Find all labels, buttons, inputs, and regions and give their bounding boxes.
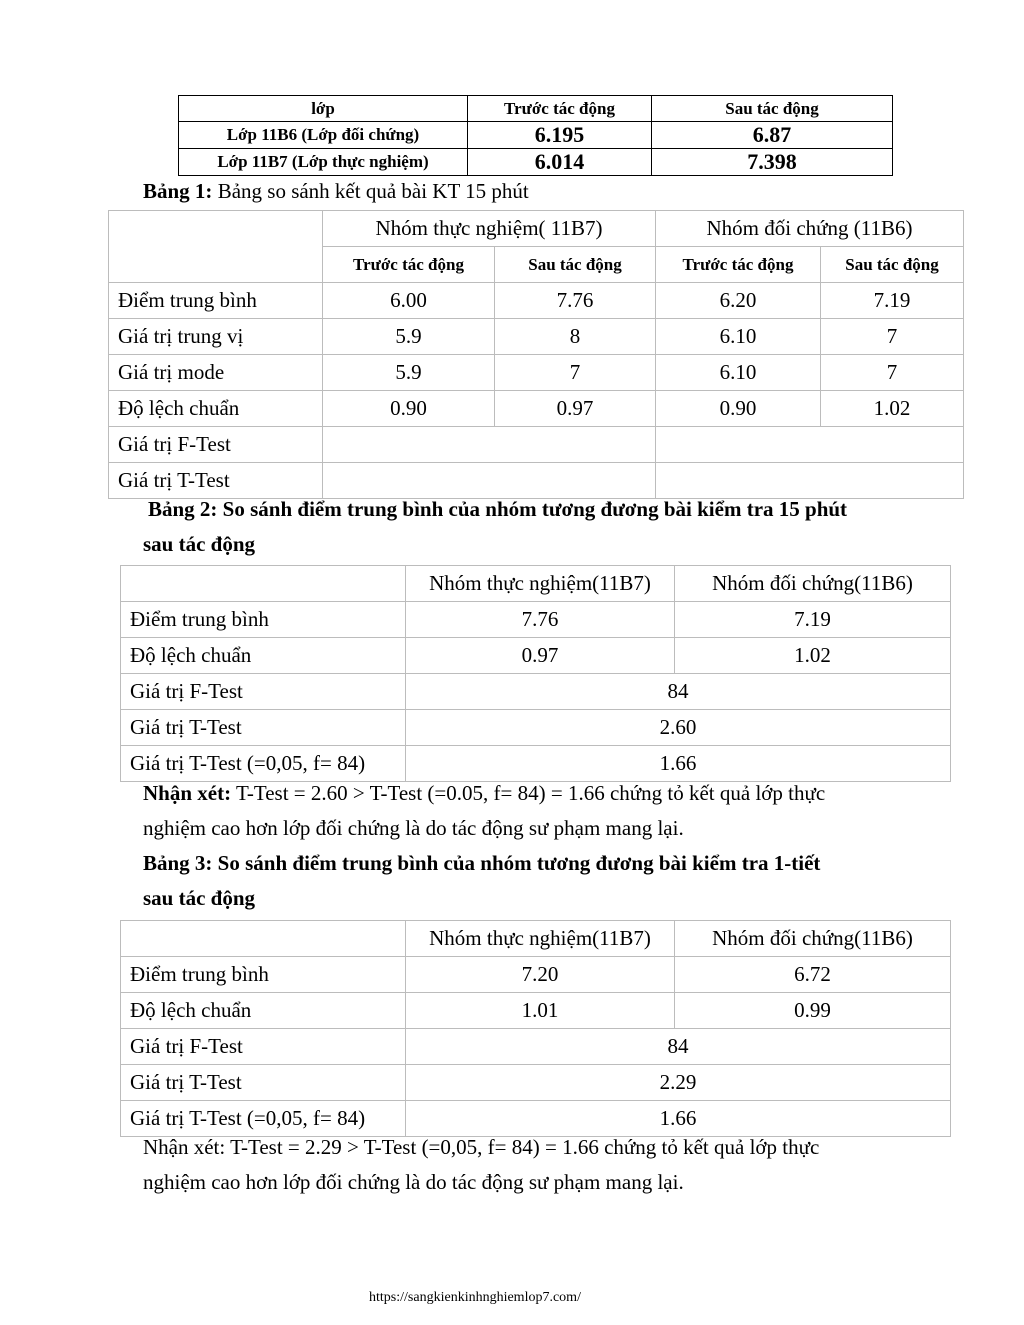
table-header-row: [121, 921, 951, 957]
table-cell-empty: [656, 427, 964, 463]
table-row: [121, 957, 951, 993]
table-row: [109, 319, 964, 355]
table-cell: 1.66: [406, 1101, 951, 1137]
remark-1-line-2: nghiệm cao hơn lớp đối chứng là do tác động sư phạm mang lại.: [143, 816, 684, 840]
remark-2-line-2: nghiệm cao hơn lớp đối chứng là do tác động sư phạm mang lại.: [143, 1170, 684, 1194]
table-cell: 7.20: [406, 957, 675, 993]
footer-url[interactable]: https://sangkienkinhnghiemlop7.com/: [369, 1290, 581, 1305]
table-cell: 2.60: [406, 710, 951, 746]
table-cell: 5.9: [323, 355, 495, 391]
row-label: Giá trị mode: [109, 355, 323, 391]
table-cell: 8: [495, 319, 656, 355]
row-label: Giá trị F-Test: [121, 674, 406, 710]
row-label: Độ lệch chuẩn: [121, 993, 406, 1029]
caption-2-line-2: sau tác động: [143, 532, 256, 556]
row-label: Giá trị trung vị: [109, 319, 323, 355]
row-label: Độ lệch chuẩn: [109, 391, 323, 427]
header-cell: lớp: [179, 96, 468, 122]
table-cell: 0.99: [675, 993, 951, 1029]
table-cell: 2.29: [406, 1065, 951, 1101]
table-cell: 84: [406, 674, 951, 710]
table-row: [109, 283, 964, 319]
table-cell: 1.66: [406, 746, 951, 782]
table-cell: 5.9: [323, 319, 495, 355]
row-label: Điểm trung bình: [121, 957, 406, 993]
caption-1-text: Bảng so sánh kết quả bài KT 15 phút: [212, 179, 529, 203]
table-2: [108, 210, 964, 499]
subheader-cell: Trước tác động: [323, 247, 495, 283]
row-label: Giá trị F-Test: [109, 427, 323, 463]
table-4: [120, 920, 951, 1137]
table-cell: 7: [821, 319, 964, 355]
table-cell: 6.10: [656, 319, 821, 355]
remark-1-label: Nhận xét:: [143, 781, 232, 805]
table-cell: 84: [406, 1029, 951, 1065]
table-cell: 6.10: [656, 355, 821, 391]
header-cell: Nhóm thực nghiệm(11B7): [406, 921, 675, 957]
table-row: [121, 602, 951, 638]
subheader-cell: Sau tác động: [821, 247, 964, 283]
subheader-cell: Trước tác động: [656, 247, 821, 283]
empty-corner-cell: [109, 211, 323, 283]
header-cell: Nhóm đối chứng(11B6): [675, 921, 951, 957]
table-cell: 6.014: [468, 149, 652, 176]
table-row: [179, 122, 893, 149]
table-header-row: [179, 96, 893, 122]
table-row: [121, 710, 951, 746]
row-label: Độ lệch chuẩn: [121, 638, 406, 674]
table-row: [121, 993, 951, 1029]
table-row: [109, 355, 964, 391]
group-header: Nhóm thực nghiệm( 11B7): [323, 211, 656, 247]
table-cell: 7.398: [652, 149, 893, 176]
table-cell: 6.00: [323, 283, 495, 319]
remark-1-line-1: [143, 776, 943, 811]
caption-2-line-1: Bảng 2: So sánh điểm trung bình của nhóm tương đương bài kiểm tra 15 phút: [148, 497, 848, 521]
table-cell: 0.97: [495, 391, 656, 427]
remark-1-text: T-Test = 2.60 > T-Test (=0.05, f= 84) = 1.66 chứng tỏ kết quả lớp thực: [231, 781, 826, 805]
table-cell: 7.19: [821, 283, 964, 319]
remark-2-line-1: Nhận xét: T-Test = 2.29 > T-Test (=0,05, f= 84) = 1.66 chứng tỏ kết quả lớp thực: [143, 1135, 820, 1159]
table-cell: 6.87: [652, 122, 893, 149]
subheader-cell: Sau tác động: [495, 247, 656, 283]
table-row: [179, 149, 893, 176]
table-header-row: [121, 566, 951, 602]
row-label: Điểm trung bình: [121, 602, 406, 638]
table-row: [109, 391, 964, 427]
table-cell: 6.20: [656, 283, 821, 319]
table-cell: 7.76: [495, 283, 656, 319]
table-row: [121, 1065, 951, 1101]
empty-corner-cell: [121, 921, 406, 957]
caption-3-line-1: Bảng 3: So sánh điểm trung bình của nhóm tương đương bài kiểm tra 1-tiết: [143, 851, 821, 875]
row-label: Giá trị T-Test: [121, 710, 406, 746]
table-3: [120, 565, 951, 782]
caption-3-line-2: sau tác động: [143, 886, 256, 910]
table-cell: 0.97: [406, 638, 675, 674]
header-cell: Nhóm đối chứng(11B6): [675, 566, 951, 602]
table-row: [121, 1029, 951, 1065]
table-row: [121, 674, 951, 710]
row-label: Điểm trung bình: [109, 283, 323, 319]
table-cell: 1.01: [406, 993, 675, 1029]
table-cell: 6.72: [675, 957, 951, 993]
table-cell: 1.02: [821, 391, 964, 427]
table-row: [121, 638, 951, 674]
header-cell: Sau tác động: [652, 96, 893, 122]
caption-1-label: Bảng 1:: [143, 179, 213, 203]
table-row: [109, 427, 964, 463]
row-label: Giá trị T-Test (=0,05, f= 84): [121, 746, 406, 782]
table-cell-empty: [323, 427, 656, 463]
table-cell: 1.02: [675, 638, 951, 674]
header-cell: Nhóm thực nghiệm(11B7): [406, 566, 675, 602]
table-cell: 6.195: [468, 122, 652, 149]
table-cell: 0.90: [656, 391, 821, 427]
table-cell: 7: [821, 355, 964, 391]
group-header: Nhóm đối chứng (11B6): [656, 211, 964, 247]
header-cell: Trước tác động: [468, 96, 652, 122]
row-label: Giá trị T-Test: [121, 1065, 406, 1101]
row-label: Giá trị T-Test (=0,05, f= 84): [121, 1101, 406, 1137]
row-label: Lớp 11B6 (Lớp đối chứng): [179, 122, 468, 149]
caption-1: [143, 174, 943, 209]
row-label: Giá trị F-Test: [121, 1029, 406, 1065]
table-cell: 0.90: [323, 391, 495, 427]
table-1: [178, 95, 893, 176]
table-cell: 7.76: [406, 602, 675, 638]
table-cell: 7.19: [675, 602, 951, 638]
row-label: Lớp 11B7 (Lớp thực nghiệm): [179, 149, 468, 176]
table-cell: 7: [495, 355, 656, 391]
table-group-header-row: [109, 211, 964, 247]
empty-corner-cell: [121, 566, 406, 602]
row-label: Giá trị T-Test: [109, 463, 323, 499]
